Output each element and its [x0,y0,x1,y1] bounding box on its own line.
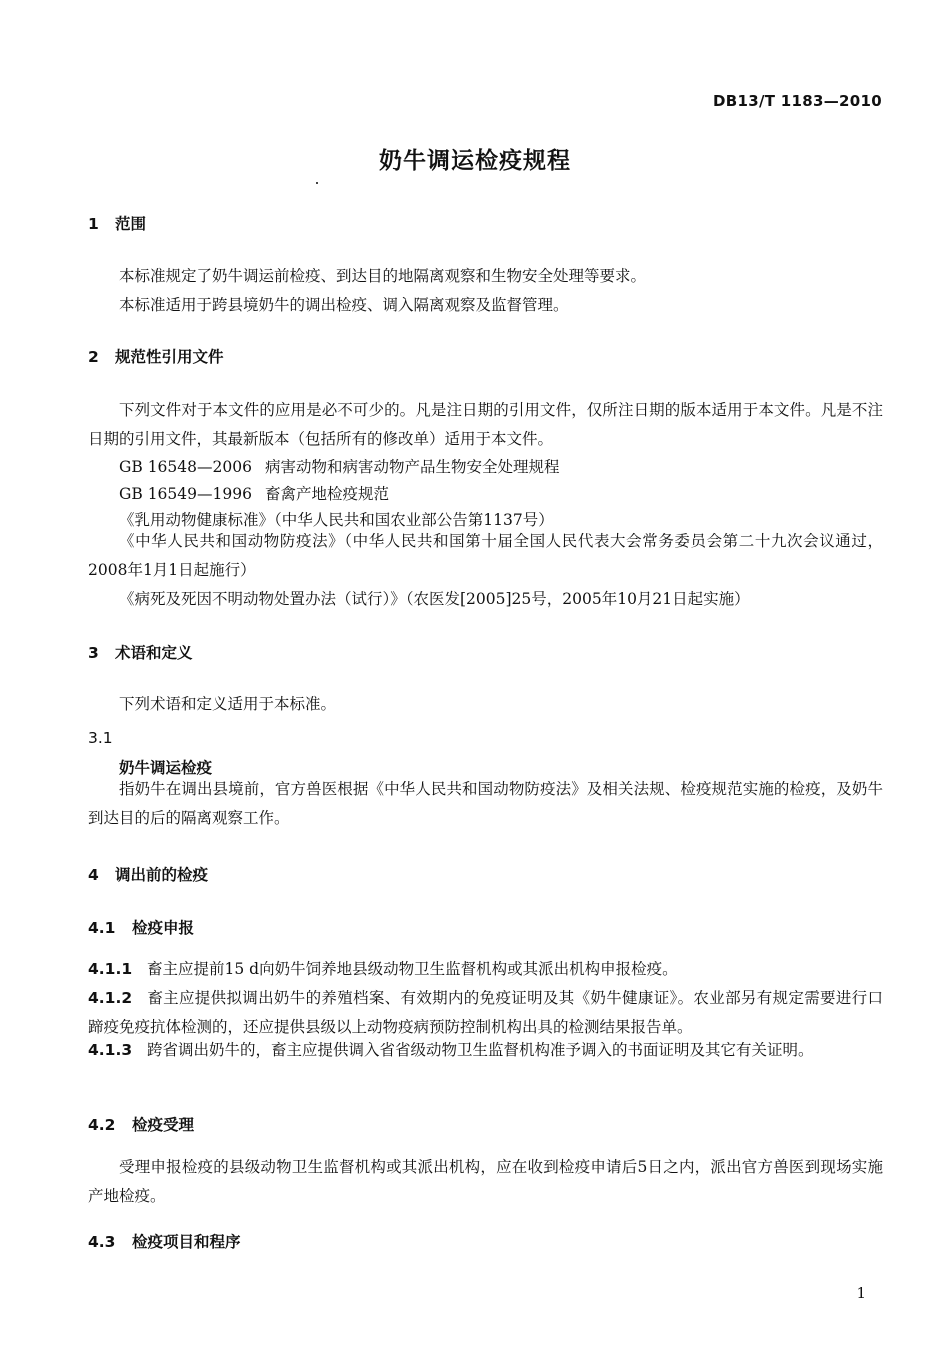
scan-speck [316,182,318,184]
section-title: 范围 [115,215,147,233]
subsection-4-1-heading [88,916,194,938]
section-1-paragraph-1: 本标准规定了奶牛调运前检疫、到达目的地隔离观察和生物安全处理等要求。 [119,267,647,285]
section-3-heading [88,641,193,663]
subsection-4-3-heading [88,1230,241,1252]
reference-name: 病害动物和病害动物产品生物安全处理规程 [265,458,560,476]
reference-item [119,455,560,477]
clause-3-1-number: 3.1 [88,729,113,747]
reference-code: GB 16548—2006 [119,458,252,476]
clause-3-1-term: 奶牛调运检疫 [119,759,213,777]
subsection-4-2-heading [88,1113,194,1135]
reference-document-1: 《乳用动物健康标准》（中华人民共和国农业部公告第1137号） [119,511,554,529]
subsection-number: 4.3 [88,1233,116,1251]
clause-text: 跨省调出奶牛的，畜主应提供调入省省级动物卫生监督机构准予调入的书面证明及其它有关证明。 [147,1041,814,1059]
subsection-4-2-paragraph: 受理申报检疫的县级动物卫生监督机构或其派出机构，应在收到检疫申请后5日之内，派出官方兽医到现场实施产地检疫。 [88,1158,883,1205]
clause-4-1-1 [88,955,883,984]
section-3-paragraph-1: 下列术语和定义适用于本标准。 [119,695,337,713]
section-1-paragraph-2: 本标准适用于跨县境奶牛的调出检疫、调入隔离观察及监督管理。 [119,296,569,314]
clause-number: 4.1.3 [88,1041,133,1059]
reference-code: GB 16549—1996 [119,485,252,503]
section-2-heading [88,345,224,367]
section-number: 2 [88,348,99,366]
reference-name: 畜禽产地检疫规范 [265,485,390,503]
section-number: 3 [88,644,99,662]
document-code: DB13/T 1183—2010 [713,92,882,110]
clause-text: 畜主应提前15 d向奶牛饲养地县级动物卫生监督机构或其派出机构申报检疫。 [147,960,678,978]
clause-number: 4.1.2 [88,989,133,1007]
document-title: 奶牛调运检疫规程 [379,148,571,174]
subsection-title: 检疫申报 [132,919,195,937]
clause-3-1-definition: 指奶牛在调出县境前，官方兽医根据《中华人民共和国动物防疫法》及相关法规、检疫规范实施的检疫，及奶牛到达目的后的隔离观察工作。 [88,780,883,827]
subsection-title: 检疫受理 [132,1116,195,1134]
section-title: 规范性引用文件 [115,348,224,366]
section-number: 1 [88,215,99,233]
clause-4-1-3 [88,1036,883,1065]
section-2-paragraph-1: 下列文件对于本文件的应用是必不可少的。凡是注日期的引用文件，仅所注日期的版本适用于本文件。凡是不注日期的引用文件，其最新版本（包括所有的修改单）适用于本文件。 [88,401,883,448]
section-4-heading [88,863,208,885]
clause-4-1-2 [88,984,883,1042]
reference-document-3: 《病死及死因不明动物处置办法（试行）》（农医发[2005]25号，2005年10月21日起实施） [119,590,750,608]
clause-number: 4.1.1 [88,960,133,978]
section-1-heading [88,212,146,234]
clause-text: 畜主应提供拟调出奶牛的养殖档案、有效期内的免疫证明及其《奶牛健康证》。农业部另有规定需要进行口蹄疫免疫抗体检测的，还应提供县级以上动物疫病预防控制机构出具的检测结果报告单。 [88,989,883,1036]
section-number: 4 [88,866,99,884]
section-title: 调出前的检疫 [115,866,209,884]
page-number: 1 [856,1284,866,1302]
subsection-number: 4.1 [88,919,116,937]
reference-document-2: 《中华人民共和国动物防疫法》（中华人民共和国第十届全国人民代表大会常务委员会第二十九次会议通过，2008年1月1日起施行） [88,532,883,579]
subsection-number: 4.2 [88,1116,116,1134]
section-title: 术语和定义 [115,644,193,662]
reference-item [119,482,389,504]
subsection-title: 检疫项目和程序 [132,1233,241,1251]
